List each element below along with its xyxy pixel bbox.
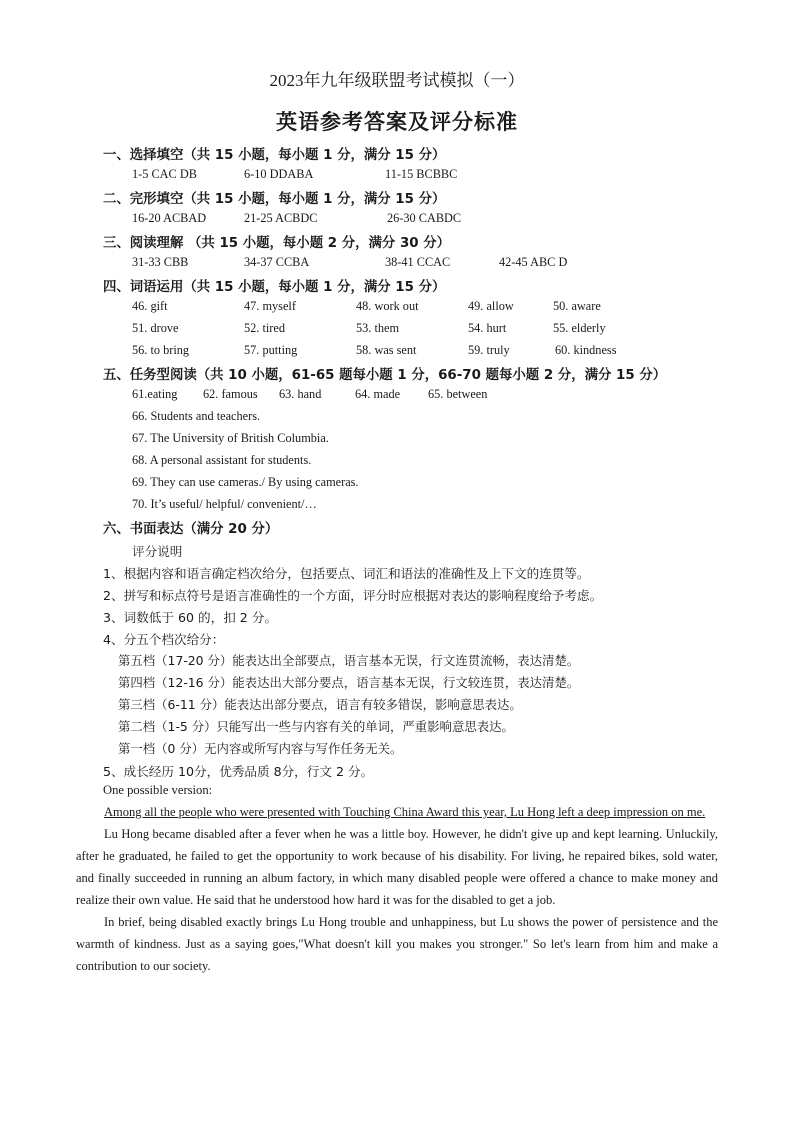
section-5-heading: 五、任务型阅读（共 10 小题，61-65 题每小题 1 分，66-70 题每小题 2 分，满分 15 分） bbox=[103, 368, 667, 383]
score-level: 第二档（1-5 分）只能写出一些与内容有关的单词，严重影响意思表达。 bbox=[118, 719, 514, 734]
word-answer: 61.eating bbox=[132, 387, 178, 401]
section-2-heading: 二、完形填空（共 15 小题，每小题 1 分，满分 15 分） bbox=[103, 192, 446, 207]
sample-essay-label: One possible version: bbox=[103, 783, 213, 797]
answer-group: 31-33 CBB bbox=[132, 255, 189, 269]
word-answer: 57. putting bbox=[244, 343, 298, 357]
score-level: 第五档（17-20 分）能表达出全部要点，语言基本无误，行文连贯流畅，表达清楚。 bbox=[118, 653, 580, 668]
word-answer: 49. allow bbox=[468, 299, 514, 313]
scoring-rule: 2、拼写和标点符号是语言准确性的一个方面，评分时应根据对表达的影响程度给予考虑。 bbox=[103, 588, 603, 603]
word-answer: 52. tired bbox=[244, 321, 285, 335]
task-answer: 66. Students and teachers. bbox=[132, 409, 261, 423]
answer-group: 11-15 BCBBC bbox=[385, 167, 458, 181]
scoring-rule: 5、成长经历 10分，优秀品质 8分，行文 2 分。 bbox=[103, 764, 374, 779]
word-answer: 54. hurt bbox=[468, 321, 507, 335]
word-answer: 55. elderly bbox=[553, 321, 606, 335]
word-answer: 58. was sent bbox=[356, 343, 417, 357]
word-answer: 51. drove bbox=[132, 321, 179, 335]
word-answer: 63. hand bbox=[279, 387, 322, 401]
word-answer: 50. aware bbox=[553, 299, 601, 313]
word-answer: 59. truly bbox=[468, 343, 510, 357]
answer-group: 1-5 CAC DB bbox=[132, 167, 197, 181]
scoring-rule: 3、词数低于 60 的，扣 2 分。 bbox=[103, 610, 278, 625]
essay-paragraph: Among all the people who were presented with Touching China Award this year, Lu Hong left a deep impression on me. bbox=[104, 805, 706, 819]
sample-essay bbox=[76, 801, 718, 977]
score-level: 第三档（6-11 分）能表达出部分要点，语言有较多错误，影响意思表达。 bbox=[118, 697, 522, 712]
essay-paragraph: In brief, being disabled exactly brings Lu Hong trouble and unhappiness, but Lu shows the power of persistence and the warmth of kindness. Just as a saying goes,"What doesn't kill you makes you stronger." So let's learn from him and make a contribution to our society. bbox=[76, 915, 718, 973]
word-answer: 60. kindness bbox=[555, 343, 617, 357]
word-answer: 47. myself bbox=[244, 299, 296, 313]
scoring-notes-label: 评分说明 bbox=[132, 544, 183, 559]
document-title: 英语参考答案及评分标准 bbox=[276, 110, 518, 134]
answer-group: 34-37 CCBA bbox=[244, 255, 310, 269]
exam-title: 2023年九年级联盟考试模拟（一） bbox=[269, 71, 525, 90]
scoring-rule: 1、根据内容和语言确定档次给分，包括要点、词汇和语法的准确性及上下文的连贯等。 bbox=[103, 566, 590, 581]
essay-paragraph: Lu Hong became disabled after a fever when he was a little boy. However, he didn't give up and kept learning. Unluckily, after he graduated, he failed to get the opportunity to work because of his disability. For living, he repaired bikes, sold water, and finally succeeded in running an album factory, in which many disabled people were offered a chance to make money and realize their own value. He said that he understood how hard it was for the disabled to get a job. bbox=[76, 827, 718, 907]
word-answer: 65. between bbox=[428, 387, 488, 401]
score-level: 第一档（0 分）无内容或所写内容与写作任务无关。 bbox=[118, 741, 403, 756]
section-4-heading: 四、词语运用（共 15 小题，每小题 1 分，满分 15 分） bbox=[103, 280, 446, 295]
answer-group: 21-25 ACBDC bbox=[244, 211, 318, 225]
word-answer: 46. gift bbox=[132, 299, 168, 313]
answer-group: 6-10 DDABA bbox=[244, 167, 314, 181]
section-1-heading: 一、选择填空（共 15 小题，每小题 1 分，满分 15 分） bbox=[103, 148, 446, 163]
task-answer: 70. It’s useful/ helpful/ convenient/… bbox=[132, 497, 317, 511]
word-answer: 62. famous bbox=[203, 387, 258, 401]
task-answer: 67. The University of British Columbia. bbox=[132, 431, 329, 445]
answer-group: 26-30 CABDC bbox=[387, 211, 462, 225]
word-answer: 56. to bring bbox=[132, 343, 190, 357]
answer-group: 38-41 CCAC bbox=[385, 255, 451, 269]
answer-group: 16-20 ACBAD bbox=[132, 211, 207, 225]
section-3-heading: 三、阅读理解 （共 15 小题，每小题 2 分，满分 30 分） bbox=[103, 236, 451, 251]
task-answer: 68. A personal assistant for students. bbox=[132, 453, 312, 467]
word-answer: 64. made bbox=[355, 387, 401, 401]
word-answer: 48. work out bbox=[356, 299, 419, 313]
section-6-heading: 六、书面表达（满分 20 分） bbox=[103, 522, 279, 537]
scoring-rule: 4、分五个档次给分： bbox=[103, 632, 225, 647]
task-answer: 69. They can use cameras./ By using cameras. bbox=[132, 475, 359, 489]
score-level: 第四档（12-16 分）能表达出大部分要点，语言基本无误，行文较连贯，表达清楚。 bbox=[118, 675, 580, 690]
answer-group: 42-45 ABC D bbox=[499, 255, 568, 269]
word-answer: 53. them bbox=[356, 321, 400, 335]
